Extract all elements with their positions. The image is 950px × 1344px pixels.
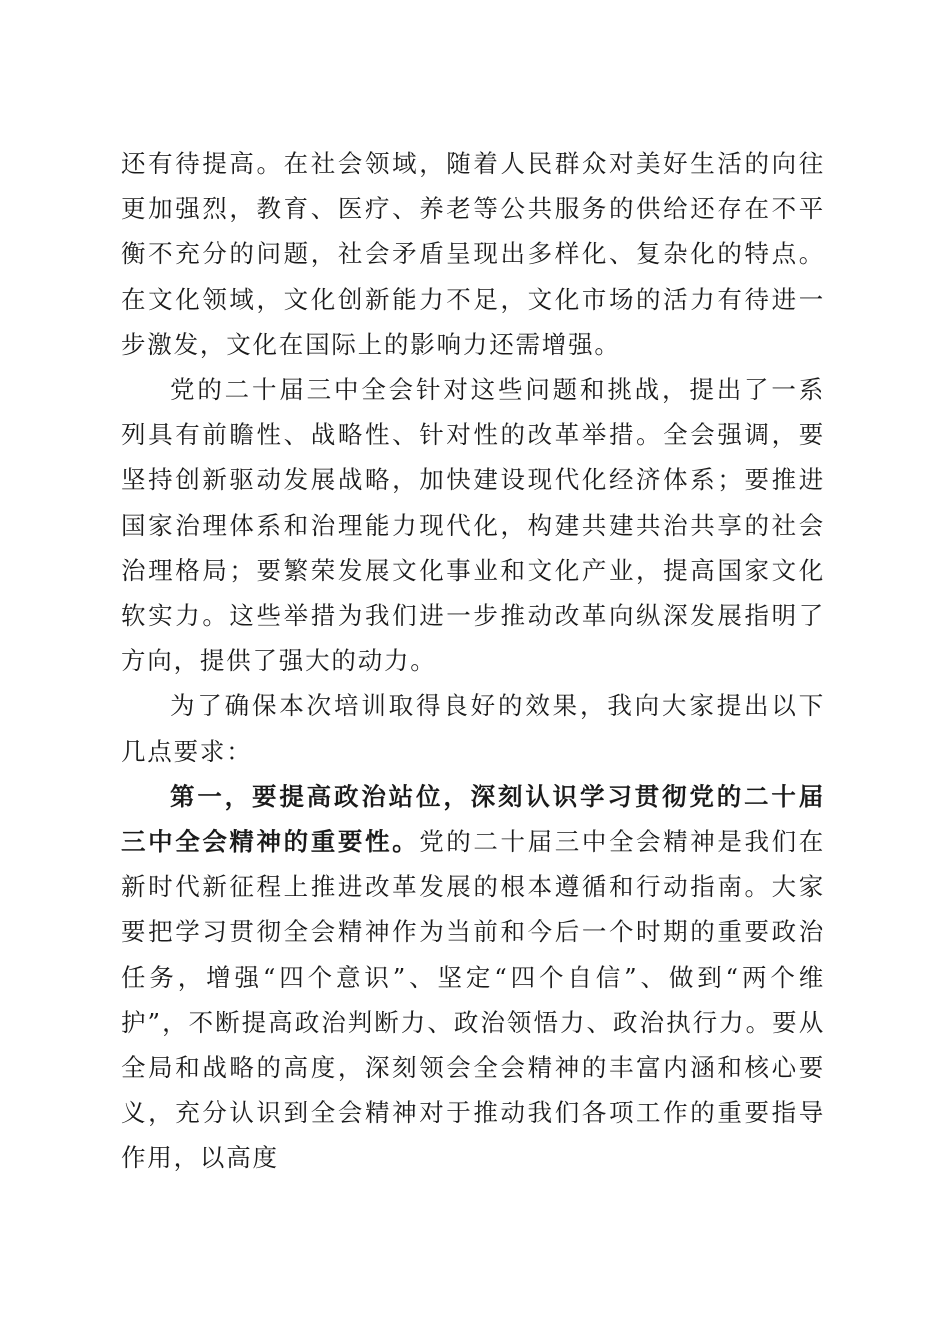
paragraph-text: 党的二十届三中全会针对这些问题和挑战，提出了一系列具有前瞻性、战略性、针对性的改革举措。全会强调，要坚持创新驱动发展战略，加快建设现代化经济体系；要推进国家治理体系和治理能力现代化，构建共建共治共享的社会治理格局；要繁荣发展文化事业和文化产业，提高国家文化软实力。这些举措为我们进一步推动改革向纵深发展指明了方向，提供了强大的动力。	[121, 375, 825, 676]
paragraph-text: 为了确保本次培训取得良好的效果，我向大家提出以下几点要求：	[121, 691, 825, 766]
paragraph-requirement-one	[121, 774, 825, 1181]
document-body	[121, 141, 825, 1181]
paragraph-requirements-intro	[121, 683, 825, 773]
paragraph-lead-heading: 第一，要提高政治站位，深刻认识学习贯彻党的二十届三中全会精神的重要性。	[121, 781, 825, 857]
paragraph-text: 还有待提高。在社会领域，随着人民群众对美好生活的向往更加强烈，教育、医疗、养老等公共服务的供给还存在不平衡不充分的问题，社会矛盾呈现出多样化、复杂化的特点。在文化领域，文化创新能力不足，文化市场的活力有待进一步激发，文化在国际上的影响力还需增强。	[121, 149, 825, 359]
paragraph-continuation	[121, 141, 825, 367]
paragraph-reform-measures	[121, 367, 825, 683]
paragraph-text: 党的二十届三中全会精神是我们在新时代新征程上推进改革发展的根本遵循和行动指南。大家要把学习贯彻全会精神作为当前和今后一个时期的重要政治任务，增强“四个意识”、坚定“四个自信”、做到“两个维护”，不断提高政治判断力、政治领悟力、政治执行力。要从全局和战略的高度，深刻领会全会精神的丰富内涵和核心要义，充分认识到全会精神对于推动我们各项工作的重要指导作用，以高度	[121, 827, 825, 1173]
